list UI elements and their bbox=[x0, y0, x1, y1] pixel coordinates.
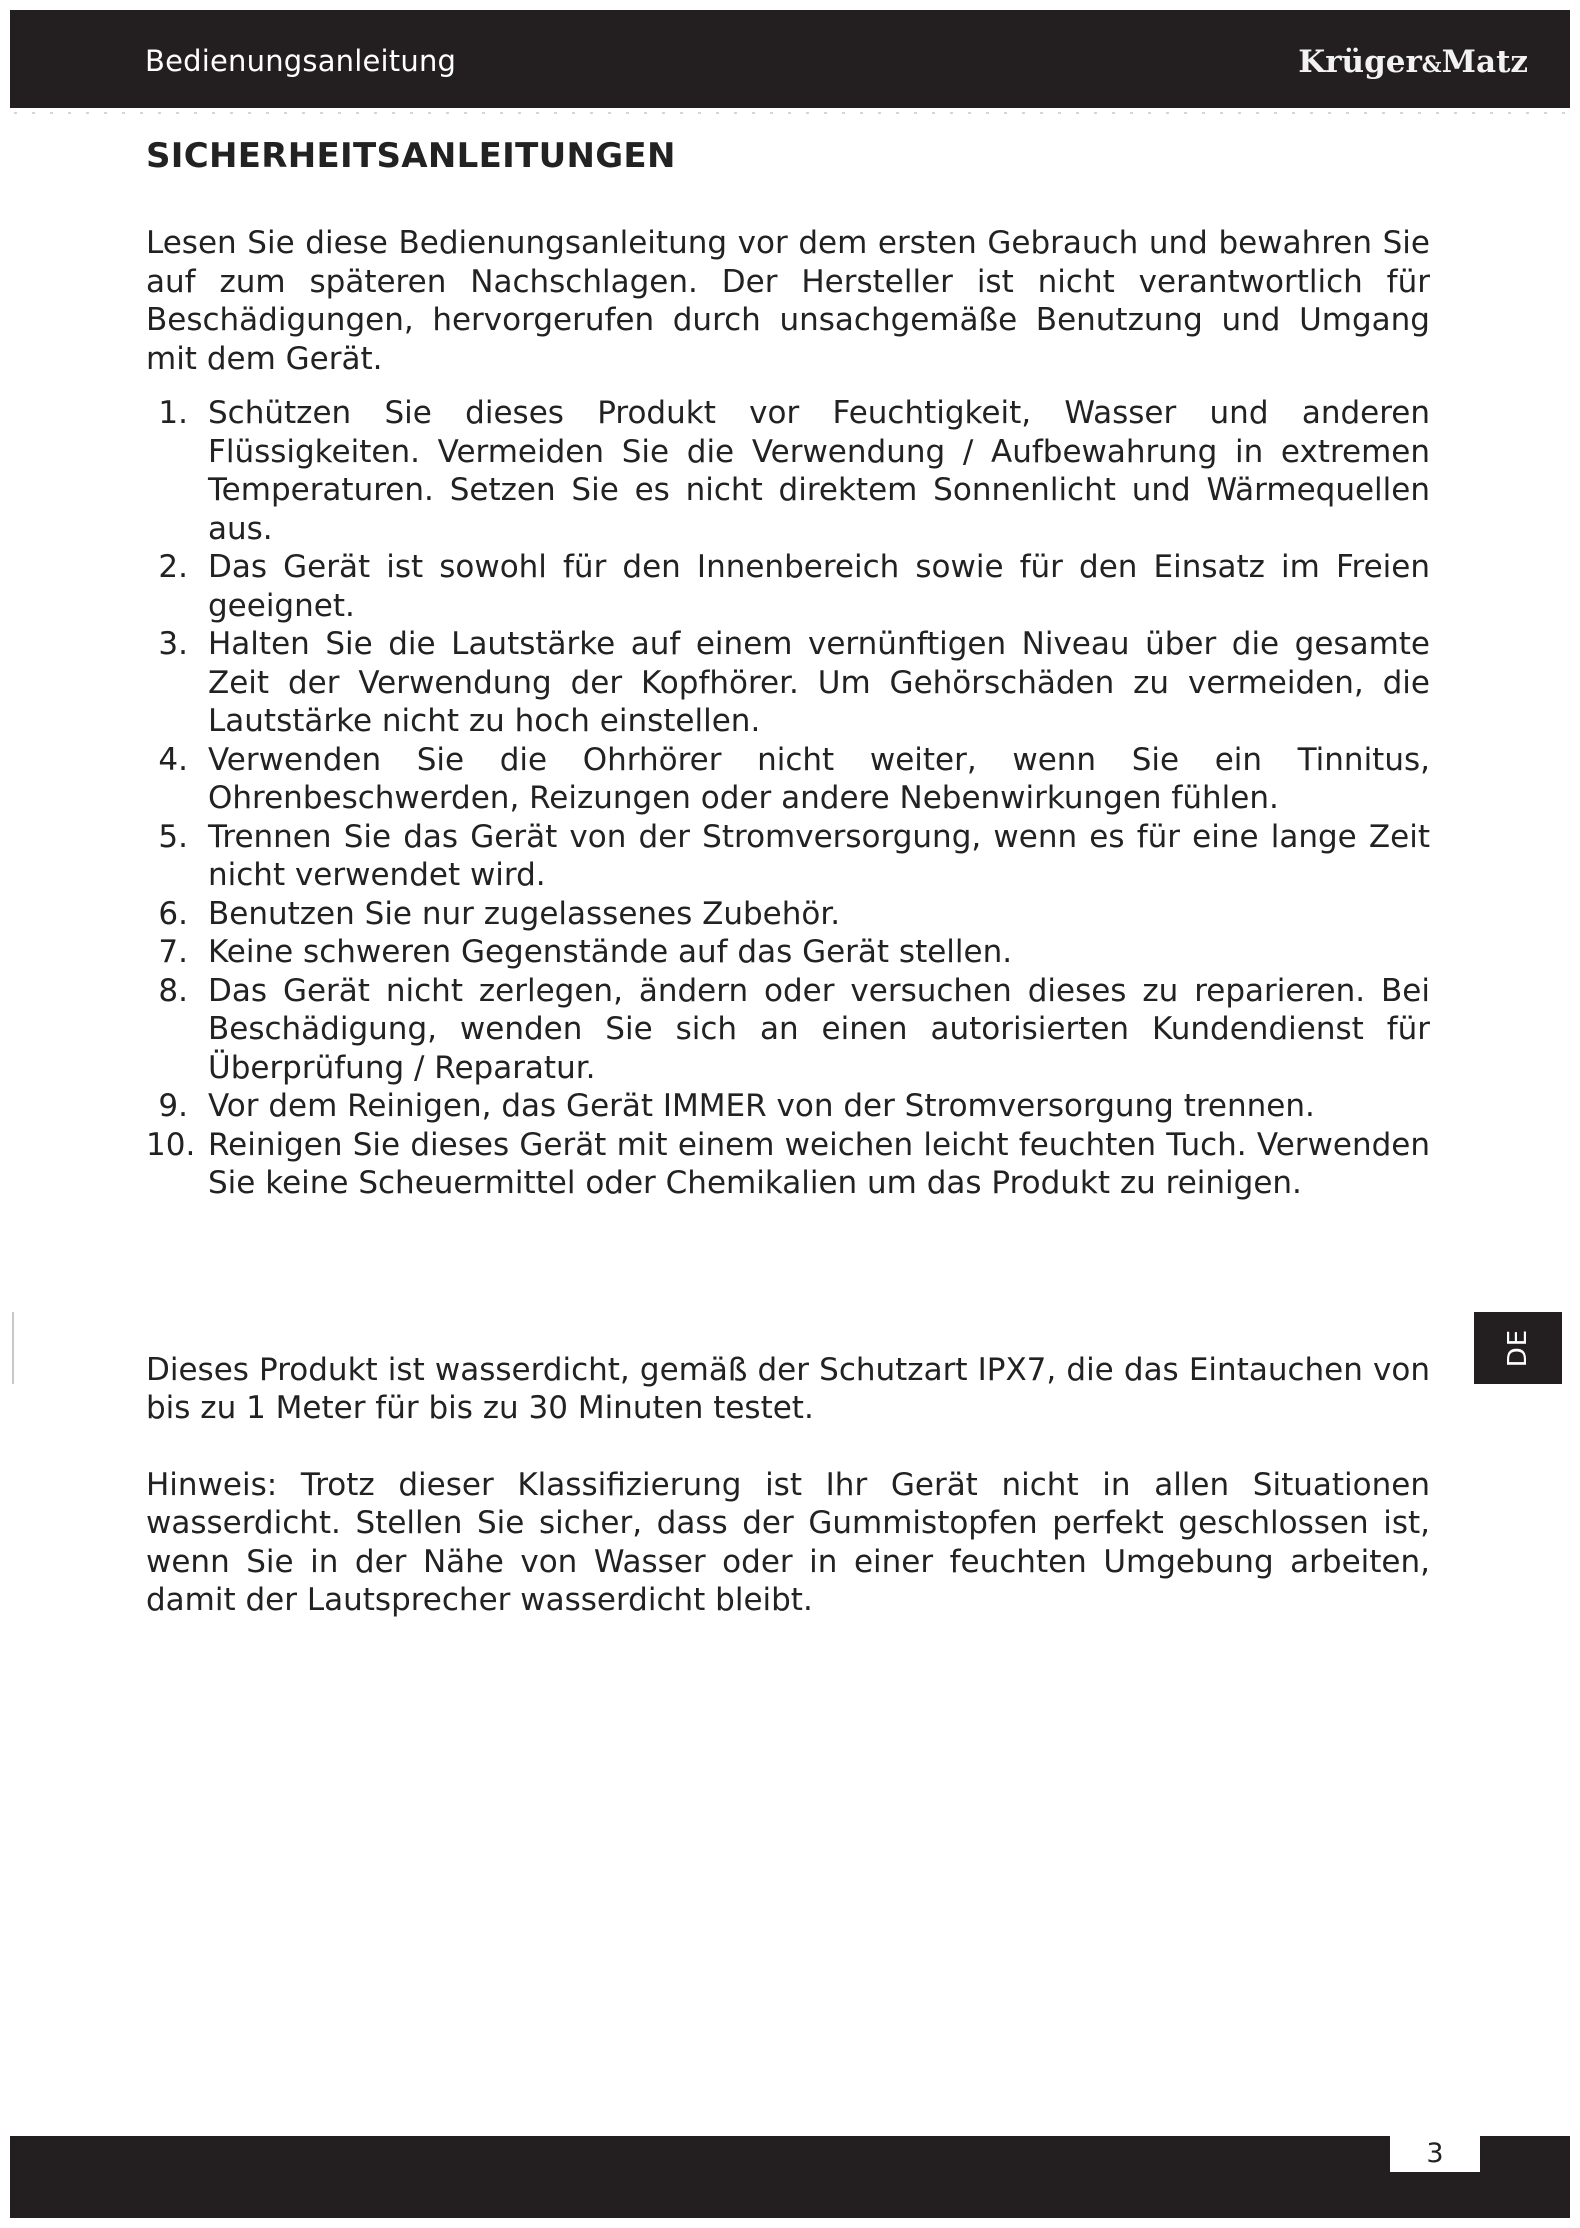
list-item-text: Vor dem Reinigen, das Gerät IMMER von der Stromversorgung trennen. bbox=[208, 1088, 1315, 1124]
list-item-number: 1. bbox=[158, 395, 188, 431]
header-bar bbox=[10, 10, 1570, 108]
header-divider bbox=[14, 112, 1566, 114]
list-item-text: Keine schweren Gegenstände auf das Gerät stellen. bbox=[208, 934, 1013, 970]
list-item-number: 6. bbox=[158, 895, 188, 932]
note-paragraph: Hinweis: Trotz dieser Klassifizierung ist Ihr Gerät nicht in allen Situationen wasserdicht. Stellen Sie sicher, dass der Gummistopfen perfekt geschlossen ist, wenn Sie in der Nähe von Wasser oder in einer feuchten Umgebung arbeiten, damit der Lautsprecher wasserdicht bleibt. bbox=[146, 1466, 1430, 1618]
list-item-number: 10. bbox=[146, 1126, 196, 1163]
brand-name: Krüger bbox=[1298, 44, 1422, 80]
list-item bbox=[146, 818, 1430, 895]
list-item-text: Benutzen Sie nur zugelassenes Zubehör. bbox=[208, 895, 841, 932]
list-item-text: Das Gerät ist sowohl für den Innenbereich sowie für den Einsatz im Freien geeignet. bbox=[208, 549, 1430, 624]
list-item bbox=[146, 895, 1430, 934]
waterproof-paragraph: Dieses Produkt ist wasserdicht, gemäß der Schutzart IPX7, die das Eintauchen von bis zu 1 Meter für bis zu 30 Minuten testet. bbox=[146, 1351, 1430, 1426]
intro-paragraph: Lesen Sie diese Bedienungsanleitung vor dem ersten Gebrauch und bewahren Sie auf zum späteren Nachschlagen. Der Hersteller ist nicht verantwortlich für Beschädigungen, hervorgerufen durch unsachgemäße Benutzung und Umgang mit dem Gerät. bbox=[146, 225, 1430, 377]
list-item-number: 9. bbox=[158, 1088, 188, 1124]
list-item-text: Reinigen Sie dieses Gerät mit einem weichen leicht feuchten Tuch. Verwenden Sie keine Scheuermittel oder Chemikalien um das Produkt zu reinigen. bbox=[208, 1126, 1430, 1201]
list-item bbox=[146, 741, 1430, 818]
list-item-text: Verwenden Sie die Ohrhörer nicht weiter, wenn Sie ein Tinnitus, Ohrenbeschwerden, Reizungen oder andere Nebenwirkungen fühlen. bbox=[208, 741, 1430, 816]
list-item bbox=[146, 548, 1430, 625]
list-item-number: 4. bbox=[158, 741, 188, 778]
list-item bbox=[146, 933, 1430, 972]
main-content bbox=[146, 136, 1430, 1620]
list-item bbox=[146, 625, 1430, 741]
list-item-text: Das Gerät nicht zerlegen, ändern oder versuchen dieses zu reparieren. Bei Beschädigung, wenden Sie sich an einen autorisierten Kundendienst für Überprüfung / Reparatur. bbox=[208, 972, 1430, 1086]
header-title: Bedienungsanleitung bbox=[145, 44, 457, 78]
list-item-text: Trennen Sie das Gerät von der Stromversorgung, wenn es für eine lange Zeit nicht verwendet wird. bbox=[208, 818, 1430, 893]
page-number: 3 bbox=[1390, 2136, 1480, 2172]
list-item bbox=[146, 1087, 1430, 1126]
list-item-number: 2. bbox=[158, 549, 188, 585]
list-item-text: Halten Sie die Lautstärke auf einem vernünftigen Niveau über die gesamte Zeit der Verwendung der Kopfhörer. Um Gehörschäden zu vermeiden, die Lautstärke nicht zu hoch einstellen. bbox=[208, 626, 1430, 739]
footer-bar bbox=[10, 2136, 1570, 2218]
list-item-number: 7. bbox=[158, 934, 188, 970]
list-item bbox=[146, 972, 1430, 1088]
list-item bbox=[146, 1126, 1430, 1203]
list-item-number: 5. bbox=[158, 818, 188, 855]
brand-ampersand: & bbox=[1421, 52, 1442, 78]
section-title: SICHERHEITSANLEITUNGEN bbox=[146, 136, 676, 176]
brand-logo bbox=[1298, 44, 1528, 80]
brand-suffix: Matz bbox=[1441, 44, 1528, 80]
language-tab bbox=[1474, 1312, 1562, 1384]
language-label: DE bbox=[1502, 1328, 1533, 1368]
list-item-text: Schützen Sie dieses Produkt vor Feuchtigkeit, Wasser und anderen Flüssigkeiten. Vermeiden Sie die Verwendung / Aufbewahrung in extremen Temperaturen. Setzen Sie es nicht direktem Sonnenlicht und Wärmequellen aus. bbox=[208, 395, 1430, 547]
instruction-list bbox=[146, 394, 1430, 1203]
list-item-number: 3. bbox=[158, 626, 188, 662]
list-item bbox=[146, 394, 1430, 548]
list-item-number: 8. bbox=[158, 972, 188, 1009]
margin-rule bbox=[12, 1312, 14, 1384]
